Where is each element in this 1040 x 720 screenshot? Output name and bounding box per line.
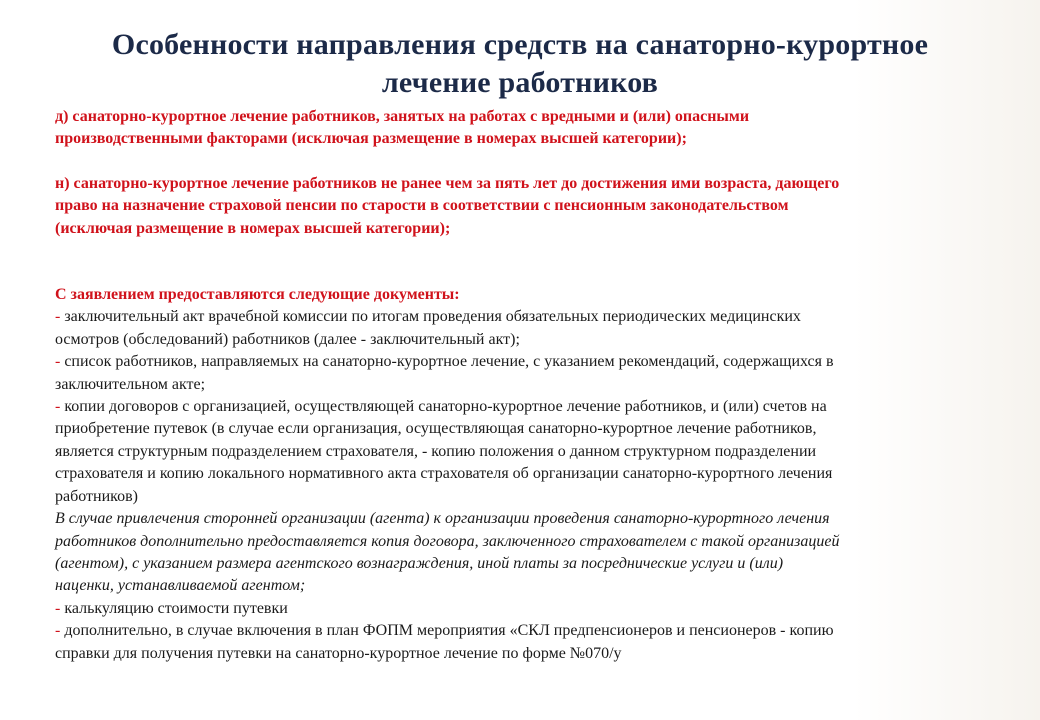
list-item-cost-calculation xyxy=(55,598,985,620)
spacer xyxy=(55,240,985,284)
agent-note-line-4: наценки, устанавливаемой агентом; xyxy=(55,577,306,595)
paragraph-n-line-3: (исключая размещение в номерах высшей категории); xyxy=(55,219,451,237)
list-item-contract-copies xyxy=(55,396,985,508)
title-line-2: лечение работников xyxy=(381,66,659,99)
item-text: является структурным подразделением страхователя, - копию положения о данном структурном подразделении xyxy=(55,442,817,460)
paragraph-n xyxy=(55,173,985,240)
spacer xyxy=(55,151,985,173)
item-text: заключительный акт врачебной комиссии по итогам проведения обязательных периодических медицинских xyxy=(64,308,801,326)
documents-heading: С заявлением предоставляются следующие документы: xyxy=(55,286,460,304)
item-text: работников) xyxy=(55,487,138,505)
title-line-1: Особенности направления средств на санаторно-курортное xyxy=(111,28,929,61)
agent-note-line-3: (агентом), с указанием размера агентского вознаграждения, иной платы за посреднические услуги и (или) xyxy=(55,554,784,572)
agent-note xyxy=(55,508,985,598)
item-text: осмотров (обследований) работников (далее - заключительный акт); xyxy=(55,330,520,348)
list-item-final-act xyxy=(55,306,985,351)
item-text: калькуляцию стоимости путевки xyxy=(64,599,288,617)
paragraph-d-line-2: производственными факторами (исключая размещение в номерах высшей категории); xyxy=(55,130,687,148)
item-text: список работников, направляемых на санаторно-курортное лечение, с указанием рекомендаций, содержащихся в xyxy=(64,353,834,371)
dash-marker: - xyxy=(55,398,61,416)
list-item-fopm-certificate xyxy=(55,620,985,665)
dash-marker: - xyxy=(55,599,61,617)
paragraph-d-line-1: д) санаторно-курортное лечение работников, занятых на работах с вредными и (или) опасными xyxy=(55,108,750,125)
dash-marker: - xyxy=(55,353,61,371)
item-text: приобретение путевок (в случае если организация, осуществляющая санаторно-курортное лечение работников, xyxy=(55,420,817,438)
agent-note-line-1: В случае привлечения сторонней организации (агента) к организации проведения санаторно-курортного лечения xyxy=(55,510,830,528)
agent-note-line-2: работников дополнительно предоставляется копия договора, заключенного страхователем с такой организацией xyxy=(55,532,840,550)
item-text: дополнительно, в случае включения в план ФОПМ мероприятия «СКЛ предпенсионеров и пенсионеров - копию xyxy=(64,622,834,640)
item-text: страхователя и копию локального нормативного акта страхователя об организации санаторно-курортного лечения xyxy=(55,465,833,483)
page-title xyxy=(40,26,1000,102)
list-item-workers-list xyxy=(55,351,985,396)
dash-marker: - xyxy=(55,308,61,326)
paragraph-n-line-1: н) санаторно-курортное лечение работников не ранее чем за пять лет до достижения ими возраста, дающего xyxy=(55,174,840,192)
paragraph-d xyxy=(55,106,985,151)
item-text: справки для получения путевки на санаторно-курортное лечение по форме №070/у xyxy=(55,644,622,662)
item-text: заключительном акте; xyxy=(55,375,206,393)
dash-marker: - xyxy=(55,622,61,640)
paragraph-n-line-2: право на назначение страховой пенсии по старости в соответствии с пенсионным законодательством xyxy=(55,197,789,215)
item-text: копии договоров с организацией, осуществляющей санаторно-курортное лечение работников, и (или) счетов на xyxy=(64,398,827,416)
slide-content xyxy=(55,106,985,665)
